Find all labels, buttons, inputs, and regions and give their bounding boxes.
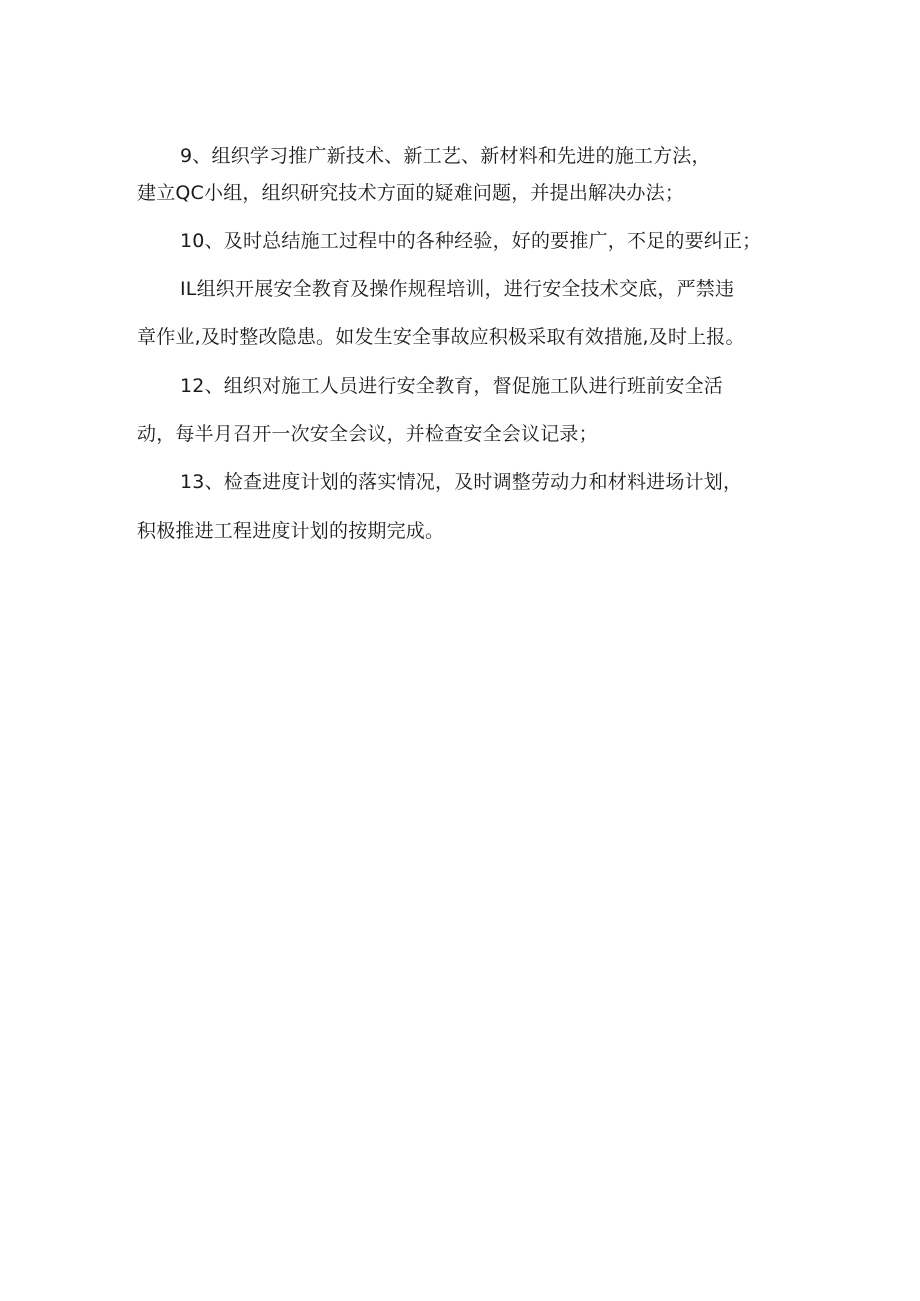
item-13-line-2: 积极推进工程进度计划的按期完成。 — [137, 520, 445, 542]
item-11-line-1: IL组织开展安全教育及操作规程培训，进行安全技术交底，严禁违 — [180, 278, 735, 300]
item-11-line-2: 章作业,及时整改隐患。如发生安全事故应积极采取有效措施,及时上报。 — [137, 326, 745, 348]
item-10-line-1: 10、及时总结施工过程中的各种经验，好的要推广，不足的要纠正； — [180, 230, 762, 252]
item-9-line-1: 9、组织学习推广新技术、新工艺、新材料和先进的施工方法， — [180, 145, 711, 167]
item-13-line-1: 13、检查进度计划的落实情况，及时调整劳动力和材料进场计划， — [180, 471, 743, 493]
item-12-line-2: 动，每半月召开一次安全会议，并检查安全会议记录； — [137, 423, 598, 445]
item-12-line-1: 12、组织对施工人员进行安全教育，督促施工队进行班前安全活 — [180, 375, 723, 397]
item-9-line-2: 建立QC小组，组织研究技术方面的疑难问题，并提出解决办法； — [137, 182, 685, 204]
